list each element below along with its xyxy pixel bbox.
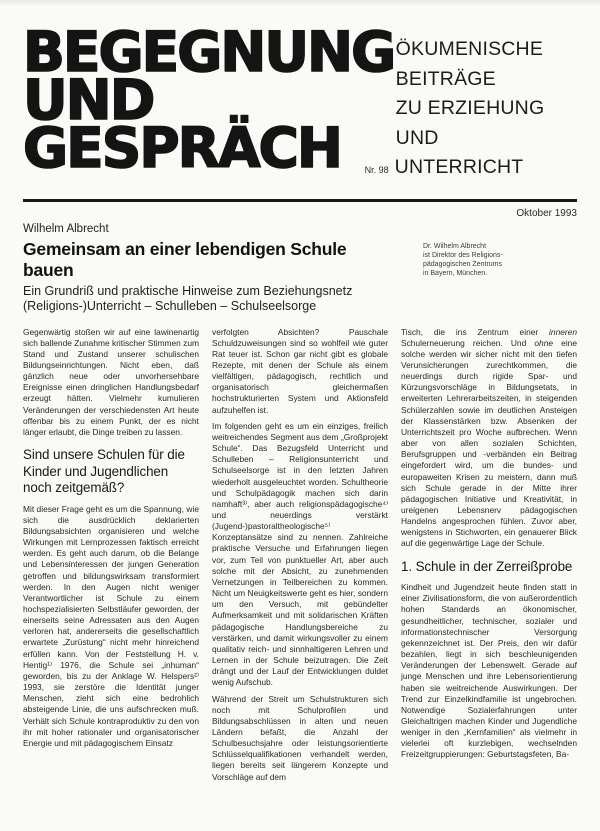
section-heading: Sind unsere Schulen für die Kinder und Jugendlichen noch zeitgemäß? xyxy=(23,447,185,496)
article-header xyxy=(23,223,577,315)
article-subtitle-line: (Religions-)Unterricht – Schulleben – Schulseelsorge xyxy=(23,299,317,313)
section-heading: 1. Schule in der Zerreißprobe xyxy=(401,558,573,574)
body-paragraph: Im folgenden geht es um ein einziges, freilich weitreichendes Segment aus dem „Großprojekt Schule“. Das Bezugsfeld Unterricht und Schulleben – Religionsunterricht und Schulseelsorge ist in den letzten Jahren wiederholt ausgeleuchtet worden. Schultheorie und Schulpädagogik machen sich darin namhaft³⁾, aber auch religionspädagogische⁴⁾ und neuerdings verstärkt (Jugend-)pastoraltheologische⁵⁾ Konzeptansätze sind zu nennen. Zahlreiche praktische Versuche und Erfahrungen liegen vor, zum Teil von punktueller Art, aber auch solche mit der Absicht, zu zunehmenden Vernetzungen in Teilbereichen zu kommen. Nicht um Neuigkeitswerte geht es hier, sondern um den Versuch, mit gebündelter Aufmerksamkeit und mit solidarischen Kräften pädagogische Handlungsbereiche zu verstärken, und damit wirkungsvoller zu einem qualitativ reich- und sinnhaltigeren Lehren und Lernen in der Schule beizutragen. Die Zeit drängt und der Lauf der Entwicklungen duldet wenig Aufschub. xyxy=(212,420,388,688)
scan-edge-artifact xyxy=(0,0,600,6)
masthead-subtitle-line: ÖKUMENISCHE xyxy=(395,38,544,60)
column-middle xyxy=(212,327,388,788)
masthead-subtitle xyxy=(364,28,577,186)
author-bio-line: in Bayern, München. xyxy=(423,269,488,277)
masthead-subtitle-line-last xyxy=(364,153,577,186)
issue-number: Nr. 98 xyxy=(364,165,389,175)
masthead-subtitle-line: UND xyxy=(395,126,439,149)
text-columns xyxy=(23,327,577,788)
masthead-subtitle-line: ZU ERZIEHUNG xyxy=(395,97,545,119)
masthead-subtitle-line: BEITRÄGE xyxy=(395,67,496,90)
column-right xyxy=(401,327,577,788)
masthead-title-line: BEGEGNUNG xyxy=(23,20,395,84)
body-paragraph: verfolgten Absichten? Pauschale Schuldzuweisungen sind so wohlfeil wie guter Rat teuer ist. Schon gar nicht gibt es globale Rezepte, mit denen der Schule als einem vielfältigen, pädagogisch, rechtlich und organisatorisch gleichermaßen hochstrukturierten System und Aktionsfeld aufzuhelfen ist. xyxy=(212,326,388,415)
author-name: Wilhelm Albrecht xyxy=(23,222,109,235)
masthead xyxy=(23,20,577,186)
masthead-title-line: UND xyxy=(23,68,154,132)
article-title: Gemeinsam an einer lebendigen Schule bauen xyxy=(23,238,347,280)
masthead-subtitle-word: UNTERRICHT xyxy=(394,156,524,178)
body-paragraph: Während der Streit um Schulstrukturen sich noch mit Schulprofilen und Bildungsabschlüssen in alten und neuen Ländern befaßt, die Anzahl der Schulbesuchsjahre oder leistungsorientierte Schlüsselqualifikationen verhandelt werden, liegen bereits seit längerem Konzepte und Vorschläge auf dem xyxy=(212,693,388,782)
author-bio-line: ist Direktor des Religions- xyxy=(423,251,503,259)
article-subtitle xyxy=(23,284,395,315)
masthead-title-line: GESPRÄCH xyxy=(23,116,341,180)
body-paragraph: Mit dieser Frage geht es um die Spannung, wie sich die ausdrücklich deklarierten Bildungsabsichten organisieren und welche Wirkungen mit Lernprozessen faktisch erreicht werden. Es geht auch darum, ob die Belange und Lebensinteressen der jungen Generation getroffen und bildungswirksam transformiert werden. In den Augen nicht weniger Verantwortlicher ist Schule zu einem hochspezialisierten Selbstläufer geworden, der einerseits seine Adressaten aus den Augen verloren hat, andererseits die gesellschaftlich erwartete „Zurüstung“ nicht mehr hinreichend erfüllen kann. Von der Feststellung H. v. Hentig¹⁾ 1976, die Schule sei „inhuman“ geworden, bis zu der Anklage W. Helspers²⁾ 1993, sie zerstöre die Identität junger Menschen, zieht sich eine bedrohlich absteigende Linie, die uns aufschrecken muß. Verhält sich Schule kontraproduktiv zu den von ihr mit hoher rationaler und organisatorischer Energie und mit pädagogischem Einsatz xyxy=(23,503,199,748)
article-subtitle-line: Ein Grundriß und praktische Hinweise zum Beziehungsnetz xyxy=(23,283,353,298)
author-bio-line: Dr. Wilhelm Albrecht xyxy=(423,242,487,250)
author-bio-line: pädagogischen Zentrums xyxy=(423,260,502,268)
body-paragraph: Tisch, die ins Zentrum einer inneren Schulerneuerung reichen. Und ohne eine solche werden wir sicher nicht mit den tiefen Verunsicherungen zurechtkommen, die neuerdings durch rigide Spar- und Kürzungsvorschläge in Bildungsetats, in erweiterten Lehrerarbeitszeiten, in steigenden Schülerzahlen sowie im deutlichen Ansteigen der Klassenstärken bzw. Absenken der Unterrichtszeit pro Woche aufbrechen. Wenn aber von allen sozialen Schichten, Berufsgruppen und -verbänden ein Beitrag eingefordert wird, um die bundes- und europaweiten Krisen zu meistern, dann muß sich Schule gerade in der Mitte ihrer pädagogischen Initiative und Kreativität, in ureigenen Lebensnerv pädagogischen Handelns angesprochen fühlen. Zuvor aber, wenigstens in Stichworten, ein genauerer Blick auf die gegenwärtige Lage der Schule. xyxy=(401,326,577,549)
column-left xyxy=(23,327,199,788)
article-header-left xyxy=(23,223,395,315)
masthead-title xyxy=(23,20,396,180)
divider-rule xyxy=(23,199,577,202)
issue-date: Oktober 1993 xyxy=(516,207,577,219)
author-bio xyxy=(423,223,573,315)
body-paragraph: Gegenwärtig stoßen wir auf eine lawinenartig sich ballende Zunahme kritischer Stimmen zum Stand und Zustand unserer schulischen Bildungseinrichtungen. Nicht eben, daß gänzlich neue oder unvorhersehbare Ereignisse einen dringlichen Handlungsbedarf erzeugt hätten. Vielmehr kumulieren Veränderungen der verschiedensten Art heute offenbar bis zu einem Punkt, der es nicht länger erlaubt, die Dinge treiben zu lassen. xyxy=(23,326,199,437)
body-paragraph: Kindheit und Jugendzeit heute finden statt in einer Zivilisationsform, die von außerordentlich hohen Standards an ökonomischer, gesundheitlicher, technischer, sozialer und informationstechnischer Versorgung gekennzeichnet ist. Der Preis, den wir dafür bezahlen, liegt in sich beschleunigenden Veränderungen der Lebenswelt. Gerade auf junge Menschen und ihre Lebensorientierung haben sie weitreichende Auswirkungen. Der Trend zur Einzelkindfamilie ist ungebrochen. Notwendige Sozialerfahrungen unter Gleichaltrigen machen Kinder und Jugendliche weniger in den „Kernfamilien“ als vielmehr in vielerlei oft kurzlebigen, wechselnden Freizeitgruppierungen: Geburtstagsfeten, Ba- xyxy=(401,582,577,760)
